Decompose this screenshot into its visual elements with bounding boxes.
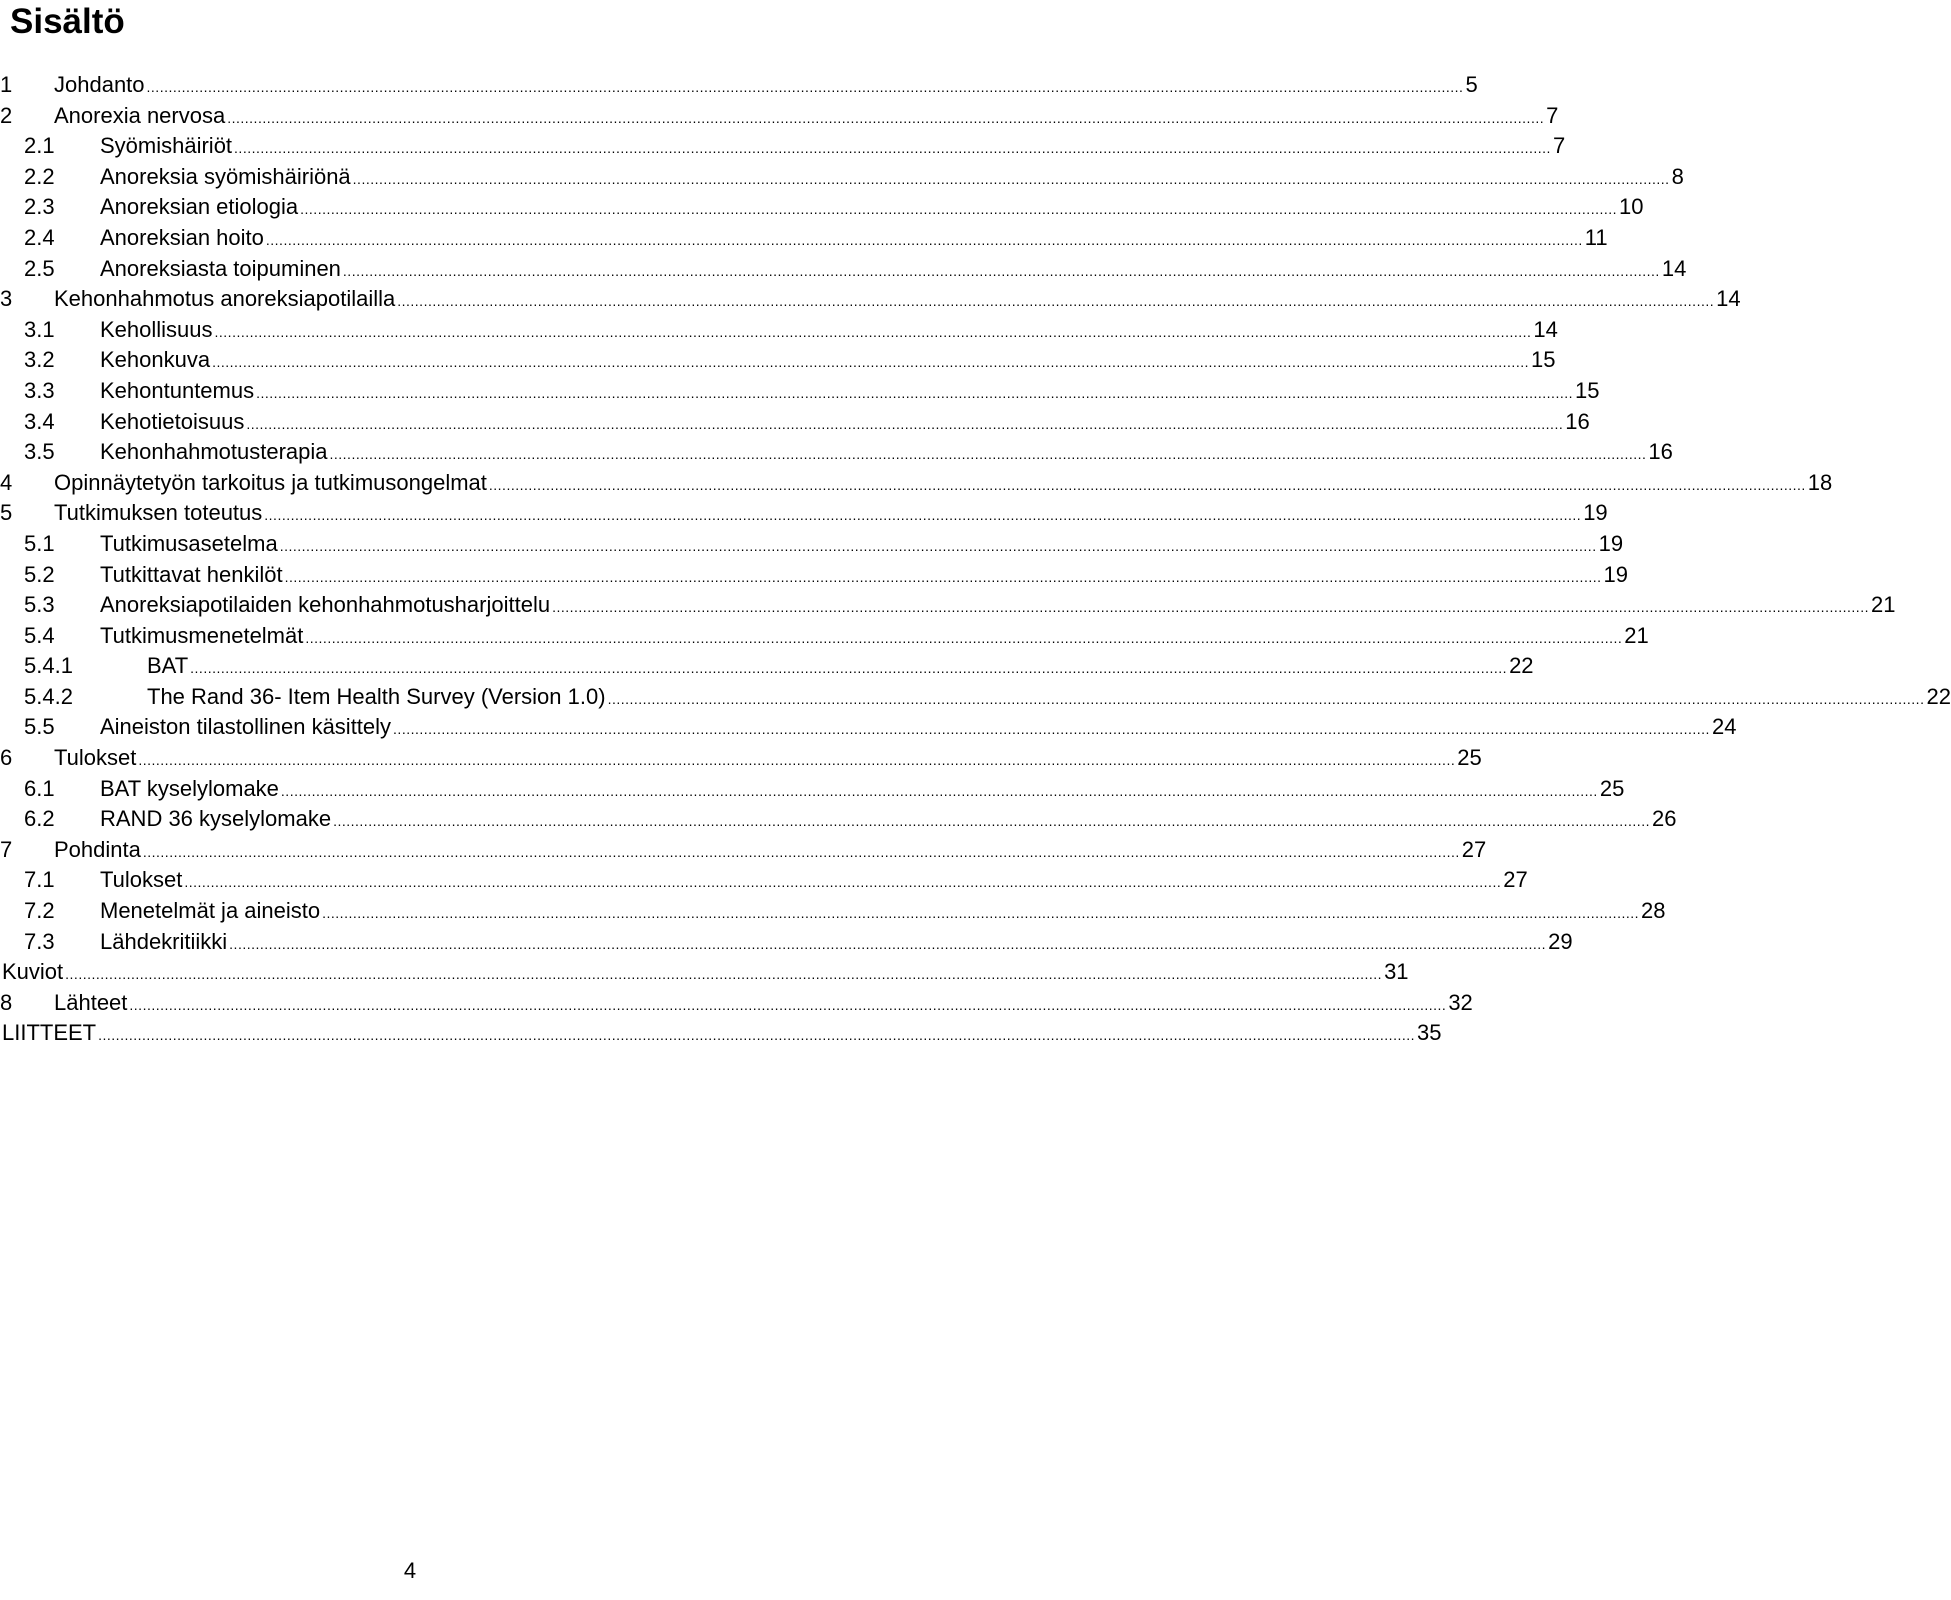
- toc-entry-line: [100, 254, 1687, 287]
- dot-leader: ............................................................................................................................................................................................................................................................................................................: [65, 966, 1383, 983]
- toc-entry[interactable]: [0, 590, 1896, 621]
- toc-entry-page: 11: [1584, 224, 1608, 250]
- toc-entry-number: 6: [0, 745, 13, 771]
- toc-entry-line: [100, 927, 1573, 960]
- toc-entry-page: 7: [1546, 102, 1559, 128]
- dot-leader: ............................................................................................................................................................................................................................................................................................................: [184, 874, 1502, 891]
- toc-entry-title: Kuviot: [2, 959, 64, 985]
- toc-entry-number: 5.4.1: [24, 653, 73, 679]
- toc-entry-number: 3.5: [24, 439, 55, 465]
- toc-entry-title: Lähteet: [54, 989, 128, 1015]
- toc-entry-page: 19: [1583, 500, 1608, 526]
- toc-entry-title: BAT: [147, 653, 189, 679]
- toc-entry[interactable]: [0, 651, 1534, 682]
- toc-entry-page: 10: [1619, 194, 1644, 220]
- toc-entry-number: 2.2: [24, 163, 55, 189]
- dot-leader: ............................................................................................................................................................................................................................................................................................................: [284, 568, 1602, 585]
- dot-leader: ............................................................................................................................................................................................................................................................................................................: [305, 629, 1623, 646]
- toc-entry-title: Anoreksiapotilaiden kehonhahmotusharjoittelu: [100, 592, 551, 618]
- toc-entry-number: 7.1: [24, 867, 55, 893]
- toc-entry[interactable]: [0, 162, 1684, 193]
- toc-entry-line: [100, 192, 1644, 225]
- toc-entry-page: 19: [1598, 530, 1624, 556]
- page-title: Sisältö: [10, 2, 125, 41]
- toc-entry-title: BAT kyselylomake: [100, 775, 279, 801]
- dot-leader: ............................................................................................................................................................................................................................................................................................................: [190, 660, 1508, 677]
- toc-entry-number: 1: [0, 72, 13, 97]
- dot-leader: ............................................................................................................................................................................................................................................................................................................: [352, 170, 1670, 187]
- toc-entry-line: [100, 712, 1737, 745]
- toc-entry-line: [100, 315, 1558, 348]
- toc-entry-line: [54, 468, 1833, 501]
- toc-entry-page: 22: [1926, 683, 1951, 709]
- dot-leader: ............................................................................................................................................................................................................................................................................................................: [488, 476, 1806, 493]
- toc-entry-number: 3.3: [24, 377, 55, 403]
- toc-entry-line: [54, 70, 1478, 103]
- toc-entry-title: Anoreksian hoito: [100, 224, 264, 250]
- toc-entry[interactable]: [0, 70, 1478, 101]
- toc-entry-number: 7.2: [24, 898, 55, 924]
- toc-entry-title: Kehollisuus: [100, 316, 213, 342]
- toc-entry[interactable]: [0, 835, 1487, 866]
- dot-leader: ............................................................................................................................................................................................................................................................................................................: [552, 599, 1869, 616]
- toc-entry-line: [100, 774, 1625, 807]
- toc-entry-line: [100, 407, 1590, 440]
- toc-entry-title: Kehonhahmotusterapia: [100, 439, 328, 465]
- toc-entry-number: 2.1: [24, 133, 55, 159]
- dot-leader: ............................................................................................................................................................................................................................................................................................................: [333, 813, 1650, 830]
- toc-entry-number: 5.3: [24, 592, 55, 618]
- toc-entry-number: 5.4: [24, 622, 55, 648]
- table-of-contents: [0, 70, 1951, 1049]
- toc-entry-title: Tulokset: [100, 867, 183, 893]
- dot-leader: ............................................................................................................................................................................................................................................................................................................: [227, 109, 1545, 126]
- toc-entry-title: Tulokset: [54, 745, 137, 771]
- toc-entry[interactable]: [0, 131, 1566, 162]
- toc-entry-number: 8: [0, 989, 13, 1015]
- dot-leader: ............................................................................................................................................................................................................................................................................................................: [280, 782, 1598, 799]
- toc-entry-line: [100, 437, 1673, 470]
- toc-entry-title: Menetelmät ja aineisto: [100, 898, 321, 924]
- toc-entry-page: 14: [1716, 286, 1741, 312]
- dot-leader: ............................................................................................................................................................................................................................................................................................................: [265, 231, 1583, 248]
- toc-entry-number: 5.2: [24, 561, 55, 587]
- toc-entry-number: 5: [0, 500, 13, 526]
- dot-leader: ............................................................................................................................................................................................................................................................................................................: [279, 537, 1597, 554]
- toc-entry-title: Kehontuntemus: [100, 377, 255, 403]
- toc-entry-page: 5: [1465, 72, 1478, 97]
- toc-entry-number: 3.1: [24, 316, 55, 342]
- toc-entry[interactable]: [0, 804, 1677, 835]
- toc-entry-number: 2: [0, 102, 13, 128]
- toc-entry-page: 28: [1641, 898, 1666, 924]
- toc-entry[interactable]: [0, 865, 1528, 896]
- toc-entry-title: Anoreksia syömishäiriönä: [100, 163, 351, 189]
- toc-entry[interactable]: [0, 315, 1558, 346]
- toc-entry-title: Syömishäiriöt: [100, 133, 233, 159]
- toc-entry-number: 3.2: [24, 347, 55, 373]
- toc-entry-line: [54, 743, 1482, 776]
- toc-entry-page: 21: [1624, 622, 1649, 648]
- dot-leader: ............................................................................................................................................................................................................................................................................................................: [397, 293, 1715, 310]
- toc-entry-line: [100, 376, 1600, 409]
- toc-entry[interactable]: [0, 1018, 1442, 1049]
- toc-entry-line: [54, 101, 1559, 134]
- toc-entry-number: 3.4: [24, 408, 55, 434]
- toc-entry-page: 29: [1548, 928, 1573, 954]
- toc-entry[interactable]: [0, 284, 1741, 315]
- toc-entry[interactable]: [0, 529, 1624, 560]
- toc-entry-line: [100, 865, 1528, 898]
- toc-entry-line: [100, 590, 1896, 623]
- toc-entry-title: Pohdinta: [54, 836, 141, 862]
- dot-leader: ............................................................................................................................................................................................................................................................................................................: [142, 843, 1460, 860]
- toc-entry-title: Anorexia nervosa: [54, 102, 226, 128]
- toc-entry[interactable]: [0, 682, 1951, 713]
- toc-entry-number: 3: [0, 286, 13, 312]
- toc-entry-title: The Rand 36- Item Health Survey (Version 1.0): [147, 683, 606, 709]
- toc-entry-page: 18: [1807, 469, 1833, 495]
- dot-leader: ............................................................................................................................................................................................................................................................................................................: [393, 721, 1710, 738]
- toc-entry-page: 19: [1603, 561, 1628, 587]
- toc-entry[interactable]: [0, 988, 1473, 1019]
- toc-entry[interactable]: [0, 927, 1573, 958]
- dot-leader: ............................................................................................................................................................................................................................................................................................................: [146, 79, 1464, 95]
- toc-entry-line: [100, 345, 1556, 378]
- toc-entry-title: Kehotietoisuus: [100, 408, 245, 434]
- toc-entry-number: 7: [0, 836, 13, 862]
- toc-entry-page: 15: [1531, 347, 1556, 373]
- toc-entry-number: 5.5: [24, 714, 55, 740]
- toc-entry-line: [100, 131, 1566, 164]
- toc-entry-line: [147, 682, 1951, 715]
- toc-entry-page: 22: [1509, 653, 1534, 679]
- toc-entry-title: Lähdekritiikki: [100, 928, 228, 954]
- toc-entry[interactable]: [0, 896, 1666, 927]
- toc-entry-page: 7: [1552, 133, 1566, 159]
- toc-entry-title: Kehonkuva: [100, 347, 211, 373]
- toc-entry-title: Tutkimusmenetelmät: [100, 622, 304, 648]
- dot-leader: ............................................................................................................................................................................................................................................................................................................: [234, 140, 1551, 157]
- dot-leader: ............................................................................................................................................................................................................................................................................................................: [322, 905, 1640, 922]
- dot-leader: ............................................................................................................................................................................................................................................................................................................: [138, 752, 1456, 769]
- toc-entry-line: [54, 988, 1473, 1021]
- toc-entry[interactable]: [0, 560, 1628, 591]
- toc-entry-page: 27: [1461, 836, 1487, 862]
- toc-entry-number: 2.3: [24, 194, 55, 220]
- toc-entry-line: [100, 162, 1684, 195]
- dot-leader: ............................................................................................................................................................................................................................................................................................................: [98, 1027, 1416, 1044]
- toc-entry[interactable]: [0, 437, 1673, 468]
- toc-entry[interactable]: [0, 376, 1600, 407]
- toc-entry[interactable]: [0, 621, 1649, 652]
- toc-entry-page: 16: [1565, 408, 1590, 434]
- toc-entry-title: Aineiston tilastollinen käsittely: [100, 714, 392, 740]
- toc-entry-title: Tutkimusasetelma: [100, 530, 278, 556]
- toc-entry-number: 5.4.2: [24, 683, 73, 709]
- toc-entry-line: [54, 284, 1741, 317]
- toc-entry-number: 6.2: [24, 806, 55, 832]
- toc-entry-title: Tutkittavat henkilöt: [100, 561, 283, 587]
- toc-entry-title: Johdanto: [54, 72, 145, 97]
- toc-entry-number: 7.3: [24, 928, 55, 954]
- toc-entry-title: Anoreksian etiologia: [100, 194, 299, 220]
- toc-entry[interactable]: [0, 407, 1590, 438]
- toc-entry-line: [54, 498, 1608, 531]
- toc-entry[interactable]: [0, 498, 1608, 529]
- dot-leader: ............................................................................................................................................................................................................................................................................................................: [264, 507, 1582, 524]
- toc-entry-page: 8: [1671, 163, 1684, 189]
- toc-entry-page: 24: [1711, 714, 1737, 740]
- dot-leader: ............................................................................................................................................................................................................................................................................................................: [342, 262, 1660, 279]
- toc-entry-page: 32: [1448, 989, 1473, 1015]
- toc-entry[interactable]: [0, 223, 1608, 254]
- toc-entry[interactable]: [0, 774, 1625, 805]
- dot-leader: ............................................................................................................................................................................................................................................................................................................: [246, 415, 1564, 432]
- toc-entry-page: 16: [1648, 439, 1673, 465]
- toc-entry-title: Tutkimuksen toteutus: [54, 500, 263, 526]
- toc-entry-line: [2, 957, 1409, 990]
- dot-leader: ............................................................................................................................................................................................................................................................................................................: [300, 201, 1618, 218]
- toc-entry-page: 27: [1503, 867, 1528, 893]
- toc-entry-number: 6.1: [24, 775, 55, 801]
- toc-entry-page: 31: [1384, 959, 1409, 985]
- toc-entry[interactable]: [0, 712, 1737, 743]
- toc-entry-page: 25: [1599, 775, 1625, 801]
- toc-entry[interactable]: [0, 957, 1409, 988]
- toc-entry-line: [2, 1018, 1442, 1051]
- toc-entry-number: 5.1: [24, 530, 55, 556]
- toc-entry-line: [100, 223, 1608, 256]
- toc-entry-line: [147, 651, 1534, 684]
- toc-entry[interactable]: [0, 743, 1482, 774]
- toc-entry-number: 4: [0, 469, 13, 495]
- toc-entry[interactable]: [0, 254, 1687, 285]
- toc-entry-page: 14: [1533, 316, 1558, 342]
- toc-entry-line: [100, 896, 1666, 929]
- dot-leader: ............................................................................................................................................................................................................................................................................................................: [229, 935, 1547, 952]
- toc-entry-page: 21: [1870, 592, 1896, 618]
- dot-leader: ............................................................................................................................................................................................................................................................................................................: [212, 354, 1529, 371]
- toc-entry-number: 2.4: [24, 224, 55, 250]
- toc-entry[interactable]: [0, 101, 1559, 132]
- toc-entry-title: Kehonhahmotus anoreksiapotilailla: [54, 286, 396, 312]
- toc-entry-page: 15: [1575, 377, 1600, 403]
- toc-entry-line: [100, 560, 1628, 593]
- toc-entry-title: Opinnäytetyön tarkoitus ja tutkimusongelmat: [54, 469, 487, 495]
- toc-entry-page: 25: [1457, 745, 1482, 771]
- dot-leader: ............................................................................................................................................................................................................................................................................................................: [129, 996, 1447, 1013]
- toc-entry-page: 26: [1651, 806, 1677, 832]
- dot-leader: ............................................................................................................................................................................................................................................................................................................: [607, 690, 1925, 707]
- toc-entry-page: 35: [1417, 1020, 1442, 1046]
- toc-entry-title: LIITTEET: [2, 1020, 97, 1046]
- toc-entry-title: Anoreksiasta toipuminen: [100, 255, 341, 281]
- toc-entry-line: [54, 835, 1487, 868]
- page-number: 4: [403, 1558, 417, 1583]
- toc-entry[interactable]: [0, 345, 1556, 376]
- toc-entry[interactable]: [0, 468, 1833, 499]
- toc-entry-line: [100, 804, 1677, 837]
- toc-entry-line: [100, 621, 1649, 654]
- toc-entry[interactable]: [0, 192, 1644, 223]
- dot-leader: ............................................................................................................................................................................................................................................................................................................: [329, 446, 1647, 463]
- dot-leader: ............................................................................................................................................................................................................................................................................................................: [214, 323, 1532, 340]
- dot-leader: ............................................................................................................................................................................................................................................................................................................: [256, 384, 1574, 401]
- toc-entry-line: [100, 529, 1624, 562]
- toc-entry-title: RAND 36 kyselylomake: [100, 806, 332, 832]
- toc-entry-number: 2.5: [24, 255, 55, 281]
- toc-entry-page: 14: [1661, 255, 1687, 281]
